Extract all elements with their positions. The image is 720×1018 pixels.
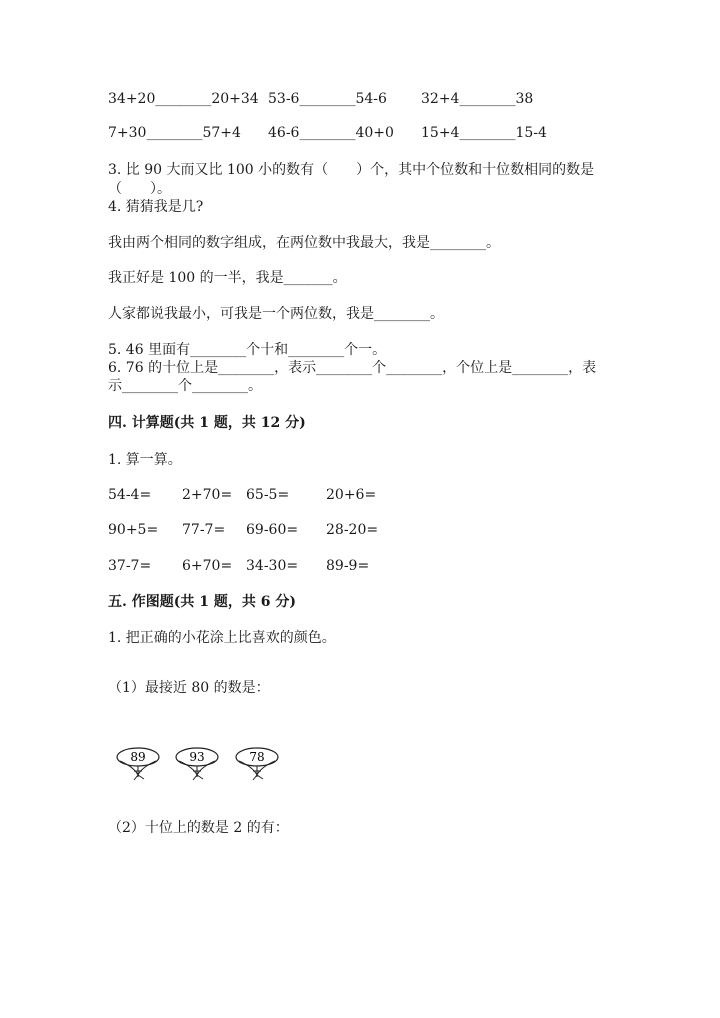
flower-icon [114, 745, 164, 783]
question-3-line1: 3. 比 90 大而又比 100 小的数有（ ）个，其中个位数和十位数相同的数是 [108, 162, 595, 178]
section-5-sub-1: （1）最接近 80 的数是： [108, 680, 270, 696]
flower-number: 89 [130, 750, 146, 764]
question-4-title: 4. 猜猜我是几? [108, 199, 204, 215]
calc-item: 6+70= [182, 558, 233, 574]
calc-item: 54-4= [108, 487, 152, 503]
question-3-line2: （ ）。 [108, 181, 171, 197]
section-5-sub-2: （2）十位上的数是 2 的有： [108, 820, 289, 836]
compare-item: 46-6________40+0 [268, 125, 394, 141]
question-6-line2: 示________个________。 [108, 378, 262, 394]
flower-icon [173, 745, 223, 783]
calc-item: 77-7= [182, 522, 226, 538]
flower-78[interactable] [233, 745, 283, 783]
question-6-line1: 6. 76 的十位上是________，表示________个________，个位上是________，表 [108, 360, 597, 376]
flower-number: 78 [249, 750, 265, 764]
section-5-title: 五. 作图题(共 1 题，共 6 分) [108, 594, 296, 610]
calc-item: 28-20= [326, 522, 379, 538]
section-4-question-1: 1. 算一算。 [108, 452, 182, 468]
compare-item: 32+4________38 [421, 91, 534, 107]
question-4-statement-3: 人家都说我最小，可我是一个两位数，我是________。 [108, 306, 444, 322]
flower-89[interactable] [114, 745, 164, 783]
calc-item: 65-5= [246, 487, 290, 503]
flower-93[interactable] [173, 745, 223, 783]
flower-number: 93 [189, 750, 205, 764]
compare-item: 15+4________15-4 [421, 125, 547, 141]
question-5: 5. 46 里面有________个十和________个一。 [108, 342, 387, 358]
calc-item: 37-7= [108, 558, 152, 574]
compare-item: 7+30________57+4 [108, 125, 241, 141]
calc-item: 20+6= [326, 487, 377, 503]
section-5-question-1: 1. 把正确的小花涂上比喜欢的颜色。 [108, 630, 336, 646]
compare-item: 53-6________54-6 [268, 91, 387, 107]
calc-item: 90+5= [108, 522, 159, 538]
question-4-statement-1: 我由两个相同的数字组成，在两位数中我最大，我是________。 [108, 235, 500, 251]
calc-item: 89-9= [326, 558, 370, 574]
section-4-title: 四. 计算题(共 1 题，共 12 分) [108, 415, 306, 431]
calc-item: 34-30= [246, 558, 299, 574]
compare-item: 34+20________20+34 [108, 91, 259, 107]
calc-item: 69-60= [246, 522, 299, 538]
calc-item: 2+70= [182, 487, 233, 503]
question-4-statement-2: 我正好是 100 的一半，我是_______。 [108, 270, 347, 286]
flower-icon [233, 745, 283, 783]
